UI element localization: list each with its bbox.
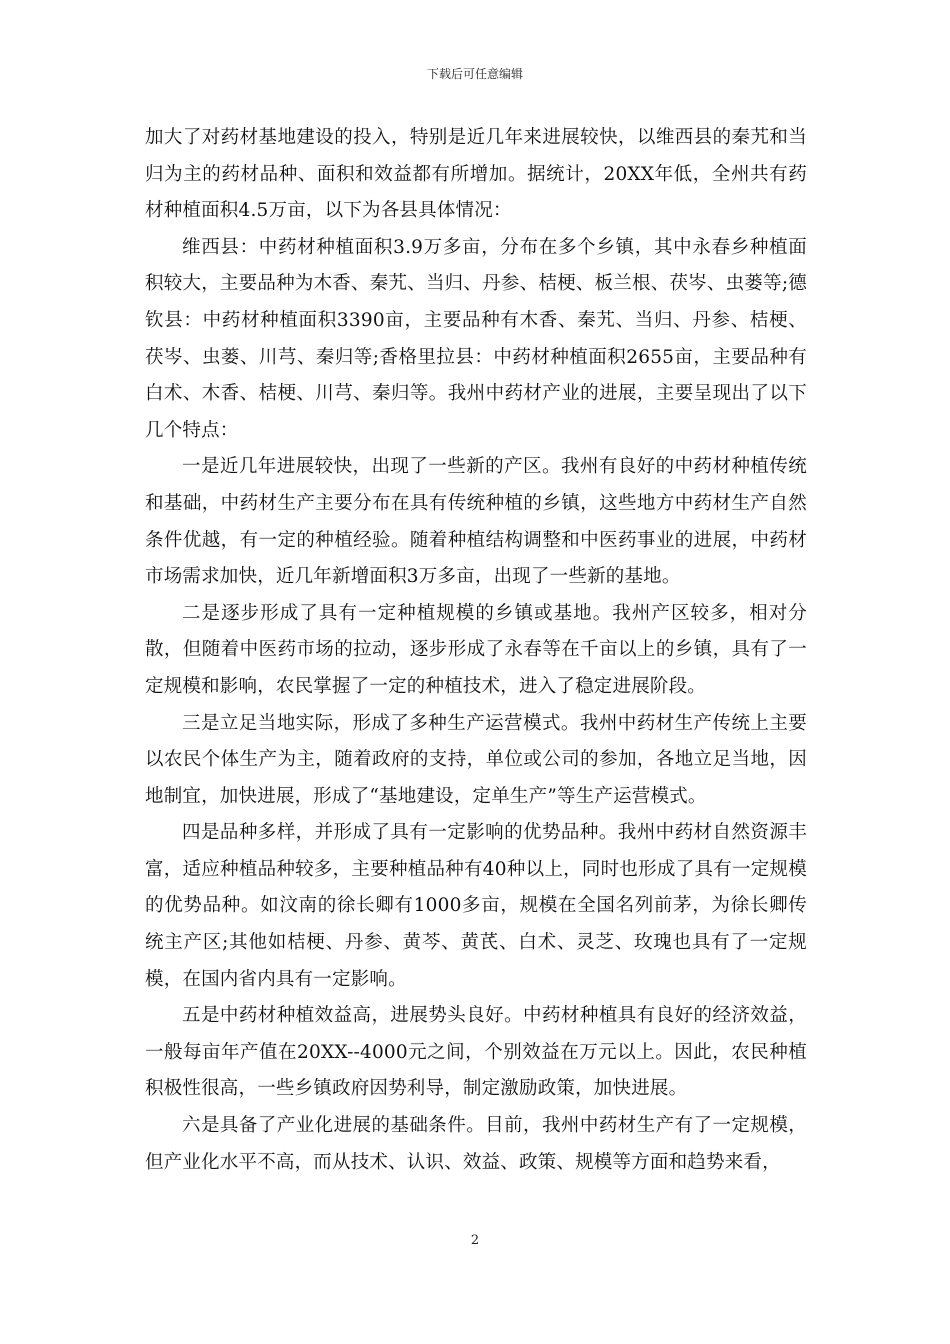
body-paragraph-2: 维西县：中药材种植面积3.9万多亩，分布在多个乡镇，其中永春乡种植面积较大，主要品种为木香、秦艽、当归、丹参、桔梗、板兰根、茯岑、虫蒌等;德钦县：中药材种植面积3390亩，主要品种有木香、秦艽、当归、丹参、桔梗、茯岑、虫蒌、川芎、秦归等;香格里拉县：中药材种植面积2655亩，主要品种有白术、木香、桔梗、川芎、秦归等。我州中药材产业的进展，主要呈现出了以下几个特点： <box>145 236 807 441</box>
body-paragraph-6: 四是品种多样，并形成了具有一定影响的优势品种。我州中药材自然资源丰富，适应种植品种较多，主要种植品种有40种以上，同时也形成了具有一定规模的优势品种。如汶南的徐长卿有1000多亩，规模在全国名列前茅，为徐长卿传统主产区;其他如桔梗、丹参、黄芩、黄芪、白术、灵芝、玫瑰也具有了一定规模，在国内省内具有一定影响。 <box>145 822 807 990</box>
body-paragraph-5: 三是立足当地实际，形成了多种生产运营模式。我州中药材生产传统上主要以农民个体生产为主，随着政府的支持，单位或公司的参加，各地立足当地，因地制宜，加快进展，形成了“基地建设，定单生产”等生产运营模式。 <box>145 712 807 807</box>
body-paragraph-3: 一是近几年进展较快，出现了一些新的产区。我州有良好的中药材种植传统和基础，中药材生产主要分布在具有传统种植的乡镇，这些地方中药材生产自然条件优越，有一定的种植经验。随着种植结构调整和中医药事业的进展，中药材市场需求加快，近几年新增面积3万多亩，出现了一些新的基地。 <box>145 456 807 588</box>
body-paragraph-7: 五是中药材种植效益高，进展势头良好。中药材种植具有良好的经济效益，一般每亩年产值在20XX--4000元之间，个别效益在万元以上。因此，农民种植积极性很高，一些乡镇政府因势利导，制定激励政策，加快进展。 <box>145 1005 807 1100</box>
body-paragraph-1: 加大了对药材基地建设的投入，特别是近几年来进展较快，以维西县的秦艽和当归为主的药材品种、面积和效益都有所增加。据统计，20XX年低，全州共有药材种植面积4.5万亩，以下为各县具体情况： <box>145 127 807 222</box>
body-paragraph-8: 六是具备了产业化进展的基础条件。目前，我州中药材生产有了一定规模，但产业化水平不高，而从技术、认识、效益、政策、规模等方面和趋势来看， <box>145 1115 807 1173</box>
page-number: 2 <box>470 1233 480 1248</box>
body-paragraph-4: 二是逐步形成了具有一定种植规模的乡镇或基地。我州产区较多，相对分散，但随着中医药市场的拉动，逐步形成了永春等在千亩以上的乡镇，具有了一定规模和影响，农民掌握了一定的种植技术，进入了稳定进展阶段。 <box>145 602 807 697</box>
page-header: 下载后可任意编辑 <box>426 67 523 81</box>
document-body <box>145 120 807 1181</box>
